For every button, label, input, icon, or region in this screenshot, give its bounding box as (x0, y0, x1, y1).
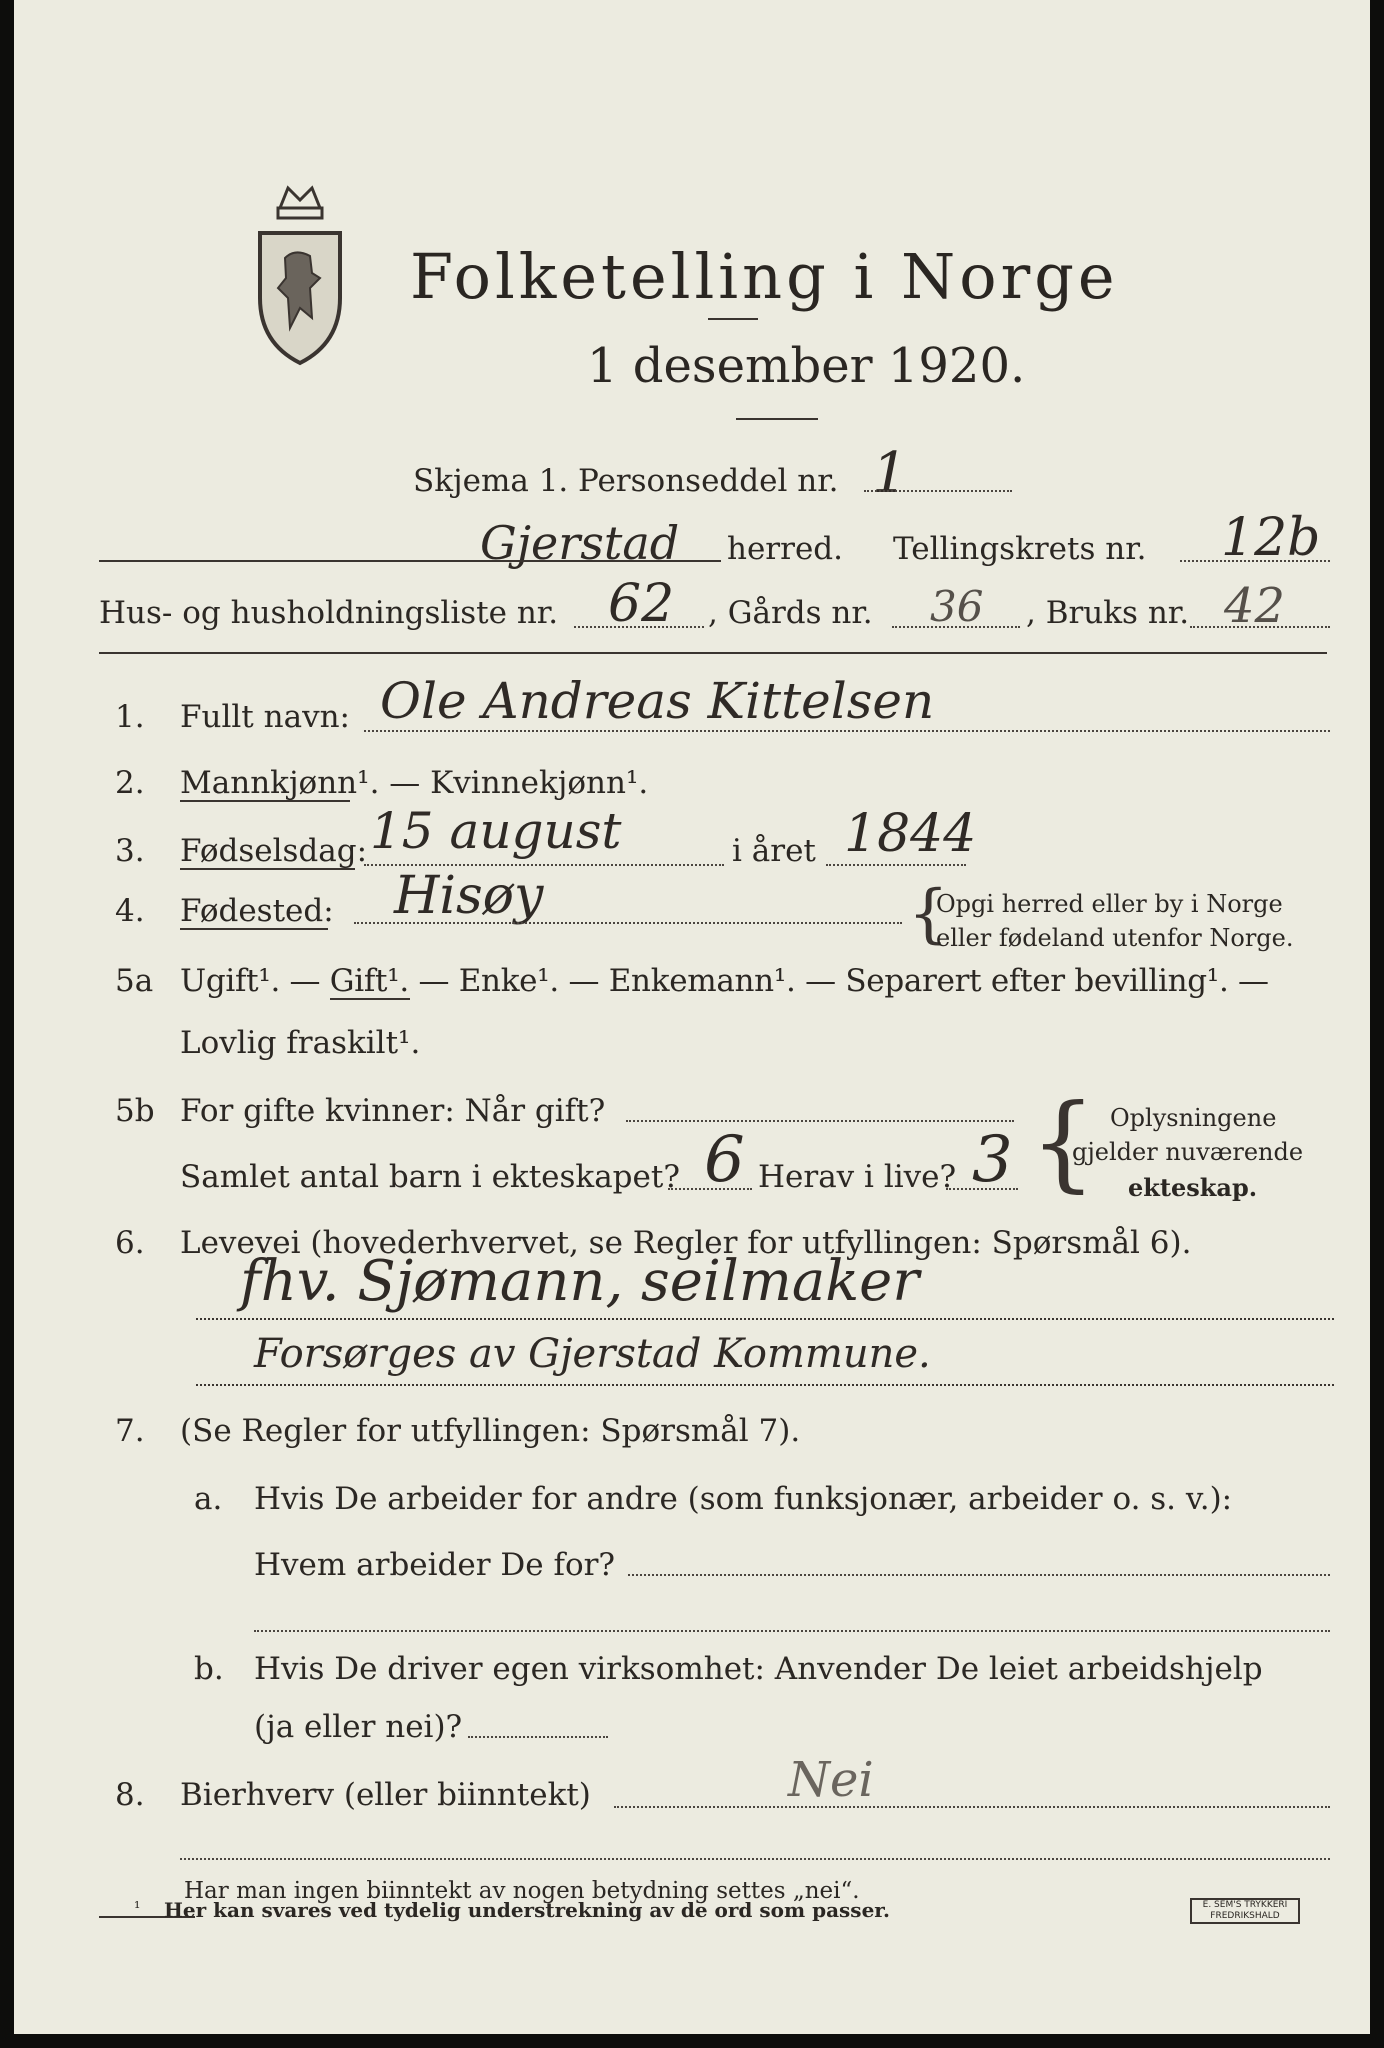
q7-label: (Se Regler for utfyllingen: Spørsmål 7). (180, 1413, 801, 1449)
q5a-line2: Lovlig fraskilt¹. (180, 1025, 421, 1061)
q6-line1 (196, 1318, 1334, 1320)
bruks-value: 42 (1224, 578, 1286, 634)
q5b-alive-value: 3 (972, 1123, 1013, 1197)
hus-label: Hus- og husholdningsliste nr. (99, 595, 559, 631)
q5a-line1: Ugift¹. — Gift¹. — Enke¹. — Enkemann¹. — Separert efter bevilling¹. — (180, 963, 1269, 999)
q5b-children-label: Samlet antal barn i ekteskapet? (180, 1159, 680, 1195)
q6-value-line2: Forsørges av Gjerstad Kommune. (254, 1331, 931, 1377)
footnote-text: Her kan svares ved tydelig understrekning av de ord som passer. (164, 1898, 890, 1922)
q3-number: 3. (115, 833, 145, 869)
q7b-line2: (ja eller nei)? (254, 1709, 463, 1745)
q5b-number: 5b (115, 1093, 155, 1129)
q4-label: Fødested: (180, 893, 334, 929)
q6-label: Levevei (hovederhvervet, se Regler for utfyllingen: Spørsmål 6). (180, 1225, 1192, 1261)
q5b-note-line3: ekteskap. (1128, 1173, 1258, 1202)
q4-number: 4. (115, 893, 145, 929)
q3-year-value: 1844 (844, 804, 977, 864)
q4-note-brace: { (908, 877, 949, 951)
herred-label: herred. (727, 531, 843, 567)
personseddel-line (864, 490, 1012, 492)
personseddel-label: Personseddel nr. (578, 463, 839, 499)
schema-label: Skjema 1. (413, 463, 569, 499)
q5b-line1: For gifte kvinner: Når gift? (180, 1093, 606, 1129)
hus-value: 62 (608, 574, 675, 634)
q6-number: 6. (115, 1225, 145, 1261)
q4-underline-fodested (180, 928, 328, 930)
census-form-sheet (14, 0, 1370, 2034)
q8-line2 (180, 1858, 1330, 1860)
personseddel-value: 1 (872, 441, 908, 506)
q7a-line2: Hvem arbeider De for? (254, 1547, 616, 1583)
q1-label: Fullt navn: (180, 699, 350, 735)
q5b-note-line2: gjelder nuværende (1072, 1138, 1304, 1166)
header-divider (99, 652, 1327, 654)
q1-number: 1. (115, 699, 145, 735)
q1-line (364, 730, 1330, 732)
q7a-line-answer2 (254, 1630, 1330, 1632)
q4-line (354, 922, 902, 924)
q2-underline-mannkjonn (180, 800, 350, 802)
tellingskrets-line (1180, 560, 1330, 562)
gards-label: , Gårds nr. (708, 595, 873, 631)
q5a-underline-gift (330, 998, 410, 1000)
coat-of-arms-icon (250, 178, 350, 378)
q6-line2 (196, 1384, 1334, 1386)
tellingskrets-label: Tellingskrets nr. (893, 531, 1147, 567)
title-underline-ornament (708, 318, 758, 320)
q5b-when-line (626, 1120, 1014, 1122)
q5b-children-line (668, 1188, 752, 1190)
q2-label: Mannkjønn¹. — Kvinnekjønn¹. (180, 765, 649, 801)
q6-value-line1: fhv. Sjømann, seilmaker (240, 1249, 920, 1314)
q3-label: Fødselsdag: (180, 833, 368, 869)
herred-line (99, 560, 721, 562)
q7a-line-answer1 (628, 1574, 1330, 1576)
q1-value: Ole Andreas Kittelsen (380, 672, 935, 730)
bruks-label: , Bruks nr. (1026, 595, 1190, 631)
q7b-number: b. (194, 1651, 224, 1687)
gards-value: 36 (930, 582, 984, 631)
q5b-children-value: 6 (704, 1123, 745, 1197)
q3-year-line (826, 864, 966, 866)
q5b-alive-line (946, 1188, 1018, 1190)
q7a-line1: Hvis De arbeider for andre (som funksjonær, arbeider o. s. v.): (254, 1481, 1233, 1517)
q5a-number: 5a (115, 963, 154, 999)
q3-day-value: 15 august (370, 802, 622, 860)
q8-label: Bierhverv (eller biinntekt) (180, 1777, 591, 1813)
footnote-mark: ¹ (134, 1898, 141, 1917)
form-title: Folketelling i Norge (410, 240, 1119, 313)
q8-line (614, 1806, 1330, 1808)
q8-number: 8. (115, 1777, 145, 1813)
bruks-line (1190, 626, 1330, 628)
q4-note-line1: Opgi herred eller by i Norge (936, 890, 1283, 918)
printer-stamp: E. SEM'S TRYKKERI FREDRIKSHALD (1190, 1898, 1300, 1924)
q5b-note-line1: Oplysningene (1110, 1104, 1277, 1132)
q3-year-label: i året (732, 833, 816, 869)
q7b-line1: Hvis De driver egen virksomhet: Anvender De leiet arbeidshjelp (254, 1651, 1263, 1687)
hus-line (574, 626, 704, 628)
q4-value: Hisøy (394, 866, 544, 926)
q8-value: Nei (788, 1752, 874, 1808)
gards-line (892, 626, 1020, 628)
herred-value: Gjerstad (480, 516, 680, 570)
q3-underline-fodselsdag (180, 868, 355, 870)
footer-note: Har man ingen biinntekt av nogen betydning settes „nei“. (184, 1878, 860, 1904)
q5b-alive-label: Herav i live? (758, 1159, 957, 1195)
q7-number: 7. (115, 1413, 145, 1449)
tellingskrets-value: 12b (1221, 508, 1321, 568)
q7b-line-answer (468, 1736, 608, 1738)
q4-note-line2: eller fødeland utenfor Norge. (936, 924, 1294, 952)
q2-number: 2. (115, 765, 145, 801)
form-date: 1 desember 1920. (587, 338, 1026, 394)
q5b-note-brace: { (1030, 1081, 1097, 1203)
q7a-number: a. (194, 1481, 223, 1517)
title-divider (736, 418, 818, 420)
